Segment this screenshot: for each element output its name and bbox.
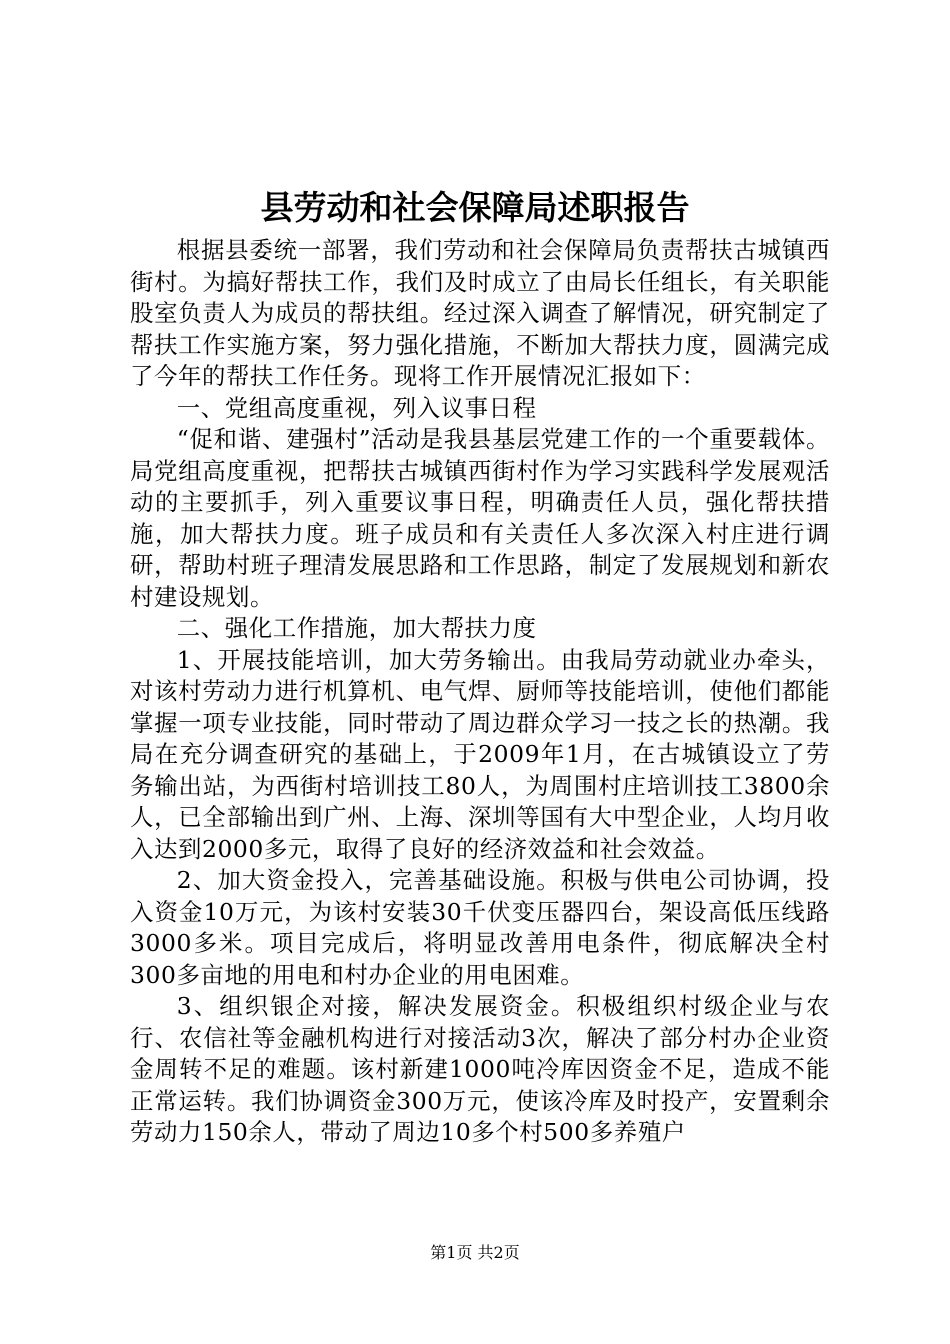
paragraph-item-1: 1、开展技能培训，加大劳务输出。由我局劳动就业办牵头，对该村劳动力进行机算机、电气焊、厨师等技能培训，使他们都能掌握一项专业技能，同时带动了周边群众学习一技之长的热潮。我局在充分调查研究的基础上，于2009年1月，在古城镇设立了劳务输出站，为西街村培训技工80人，为周围村庄培训技工3800余人，已全部输出到广州、上海、深圳等国有大中型企业，人均月收入达到2000多元，取得了良好的经济效益和社会效益。 <box>130 645 830 863</box>
document-body <box>130 235 830 1149</box>
paragraph-item-2: 2、加大资金投入，完善基础设施。积极与供电公司协调，投入资金10万元，为该村安装30千伏变压器四台，架设高低压线路3000多米。项目完成后，将明显改善用电条件，彻底解决全村300多亩地的用电和村办企业的用电困难。 <box>130 866 830 989</box>
document-title: 县劳动和社会保障局述职报告 <box>260 188 690 227</box>
paragraph-item-3: 3、组织银企对接，解决发展资金。积极组织村级企业与农行、农信社等金融机构进行对接活动3次，解决了部分村办企业资金周转不足的难题。该村新建1000吨冷库因资金不足，造成不能正常运转。我们协调资金300万元，使该冷库及时投产，安置剩余劳动力150余人，带动了周边10多个村500多养殖户 <box>130 992 830 1146</box>
paragraph-intro: 根据县委统一部署，我们劳动和社会保障局负责帮扶古城镇西街村。为搞好帮扶工作，我们及时成立了由局长任组长，有关职能股室负责人为成员的帮扶组。经过深入调查了解情况，研究制定了帮扶工作实施方案，努力强化措施，不断加大帮扶力度，圆满完成了今年的帮扶工作任务。现将工作开展情况汇报如下： <box>130 236 830 390</box>
section-heading-1: 一、党组高度重视，列入议事日程 <box>176 393 537 422</box>
section-heading-2: 二、强化工作措施，加大帮扶力度 <box>176 614 537 642</box>
page-footer: 第1页 共2页 <box>430 1243 520 1262</box>
paragraph-section-1: “促和谐、建强村”活动是我县基层党建工作的一个重要载体。局党组高度重视，把帮扶古城镇西街村作为学习实践科学发展观活动的主要抓手，列入重要议事日程，明确责任人员，强化帮扶措施，加大帮扶力度。班子成员和有关责任人多次深入村庄进行调研，帮助村班子理清发展思路和工作思路，制定了发展规划和新农村建设规划。 <box>130 425 830 611</box>
